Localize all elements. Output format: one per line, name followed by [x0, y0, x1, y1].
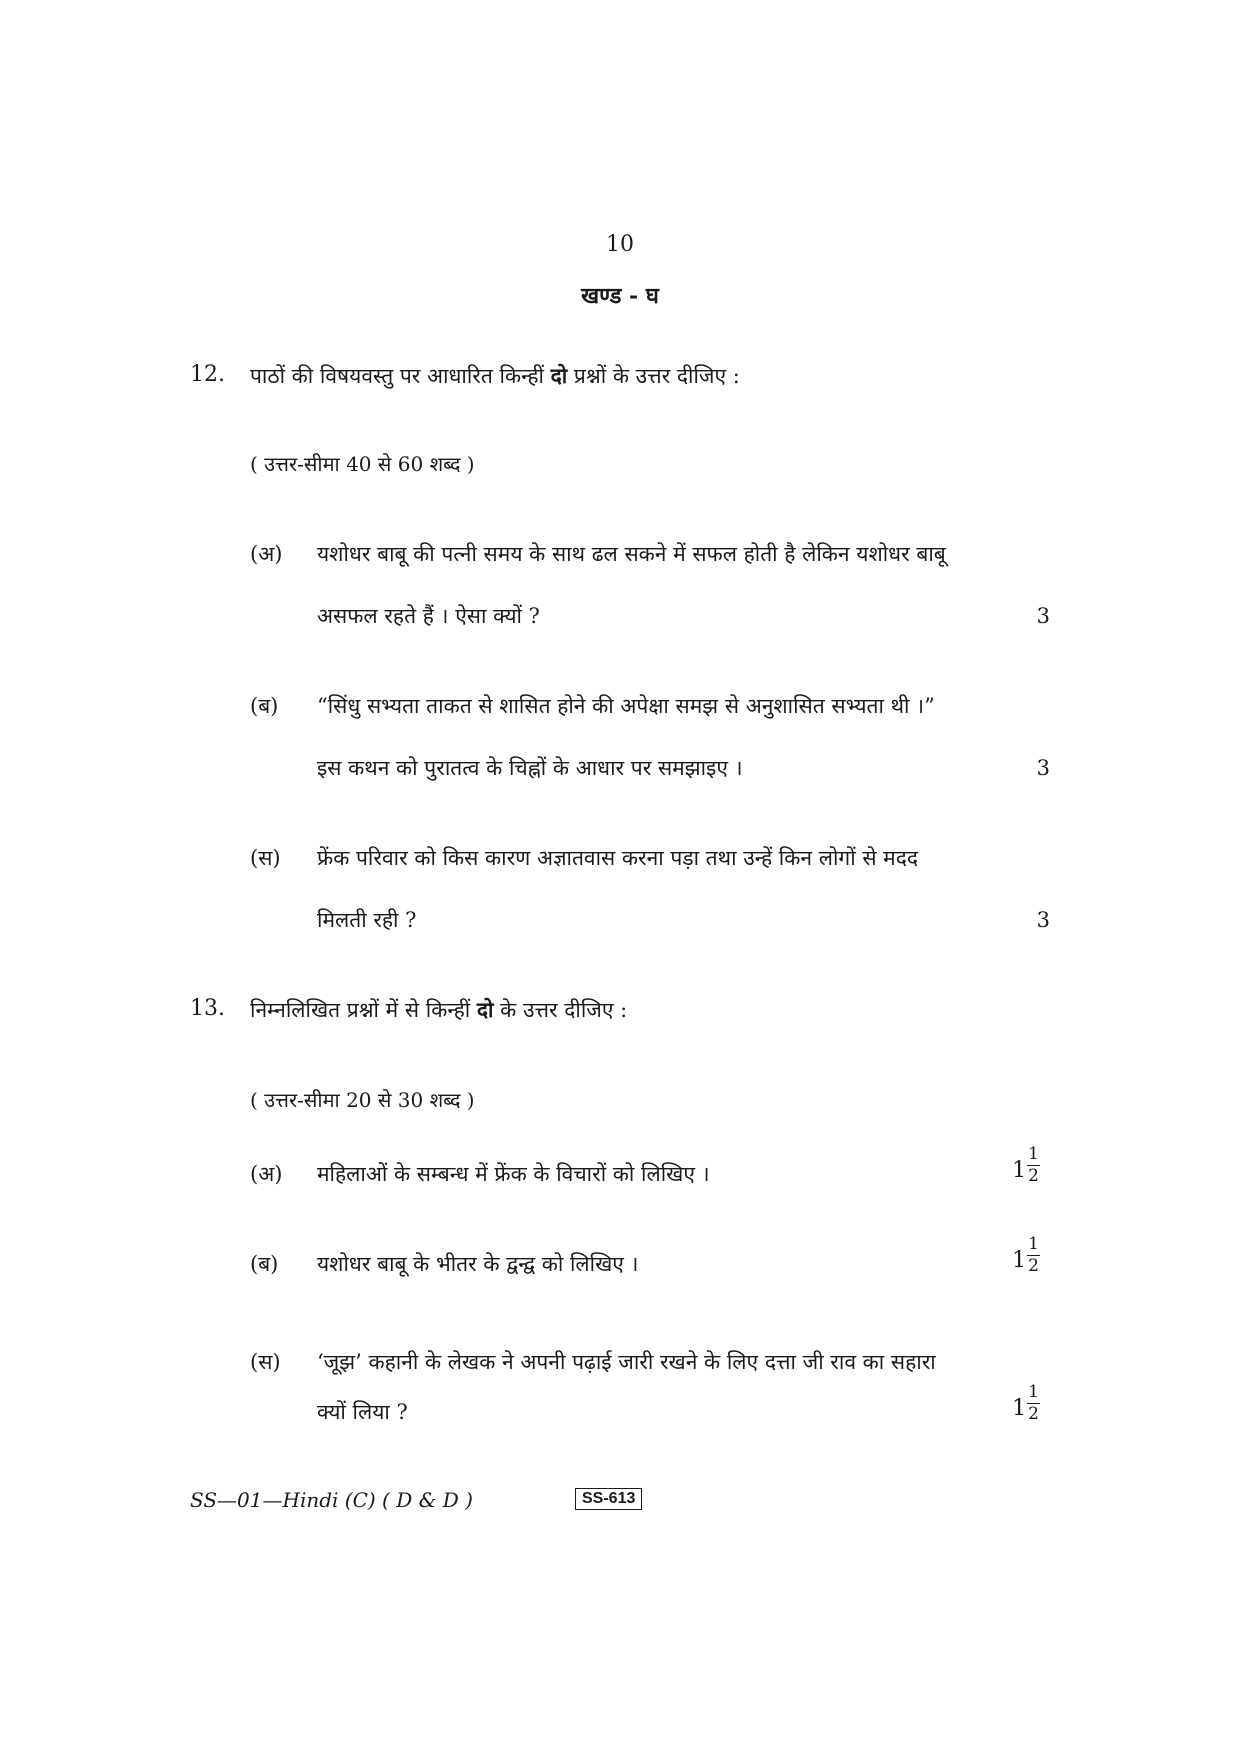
q12-item-b-line1: “सिंधु सभ्यता ताकत से शासित होने की अपेक्षा समझ से अनुशासित सभ्यता थी ।”: [317, 694, 935, 718]
question-12-text-after: प्रश्नों के उत्तर दीजिए :: [567, 364, 740, 388]
q13-item-b-marks-numerator: 1: [1028, 1234, 1039, 1254]
q13-item-b-line1: यशोधर बाबू के भीतर के द्वन्द्व को लिखिए ।: [317, 1252, 639, 1276]
q13-item-b-marks-denominator: 2: [1028, 1256, 1039, 1276]
question-13-text-before: निम्नलिखित प्रश्नों में से किन्हीं: [250, 998, 477, 1022]
q12-item-b-marks: 3: [1036, 756, 1050, 780]
q13-item-c-marks: [960, 1384, 1040, 1423]
question-12-text-before: पाठों की विषयवस्तु पर आधारित किन्हीं: [250, 364, 551, 388]
footer-paper-code: SS-613: [575, 1488, 642, 1510]
q13-item-b-label: (ब): [250, 1252, 279, 1276]
q13-item-c-marks-whole: 1: [1012, 1395, 1027, 1421]
q13-item-a-marks-whole: 1: [1012, 1157, 1027, 1183]
question-12-word-limit: ( उत्तर-सीमा 40 से 60 शब्द ): [250, 452, 475, 476]
fraction: [1027, 1384, 1040, 1423]
q12-item-c-label: (स): [250, 846, 281, 870]
question-13-word-limit: ( उत्तर-सीमा 20 से 30 शब्द ): [250, 1088, 475, 1112]
q13-item-b-marks-whole: 1: [1012, 1247, 1027, 1273]
q12-item-a-marks: 3: [1036, 604, 1050, 628]
fraction: [1027, 1236, 1040, 1275]
q13-item-b-marks: [960, 1236, 1040, 1275]
question-12-number: 12.: [190, 362, 225, 387]
q13-item-a-line1: महिलाओं के सम्बन्ध में फ्रेंक के विचारों को लिखिए ।: [317, 1162, 710, 1186]
fraction: [1027, 1146, 1040, 1185]
q13-item-c-line2: क्यों लिया ?: [317, 1400, 408, 1424]
q12-item-b-line2: इस कथन को पुरातत्व के चिह्नों के आधार पर समझाइए ।: [317, 756, 743, 780]
page-number: 10: [606, 232, 634, 257]
question-13-text: [250, 996, 627, 1024]
q13-item-a-marks-denominator: 2: [1028, 1166, 1039, 1186]
q12-item-c-line1: फ्रेंक परिवार को किस कारण अज्ञातवास करना पड़ा तथा उन्हें किन लोगों से मदद: [317, 846, 919, 870]
footer-subject-code: SS—01—Hindi (C) ( D & D ): [190, 1488, 473, 1512]
question-13-number: 13.: [190, 996, 225, 1021]
q12-item-c-marks: 3: [1036, 908, 1050, 932]
question-12-text-bold: दो: [550, 363, 568, 388]
question-13-text-bold: दो: [476, 997, 494, 1022]
q13-item-a-marks: [960, 1146, 1040, 1185]
q13-item-c-line1: ‘जूझ’ कहानी के लेखक ने अपनी पढ़ाई जारी रखने के लिए दत्ता जी राव का सहारा: [317, 1350, 936, 1374]
q12-item-c-line2: मिलती रही ?: [317, 908, 417, 932]
q13-item-a-label: (अ): [250, 1162, 283, 1186]
q13-item-a-marks-numerator: 1: [1028, 1144, 1039, 1164]
question-13-text-after: के उत्तर दीजिए :: [493, 998, 628, 1022]
q13-item-c-marks-denominator: 2: [1028, 1404, 1039, 1424]
q12-item-b-label: (ब): [250, 694, 279, 718]
q12-item-a-label: (अ): [250, 542, 283, 566]
section-title: खण्ड - घ: [581, 283, 659, 309]
q12-item-a-line2: असफल रहते हैं । ऐसा क्यों ?: [317, 604, 540, 628]
q13-item-c-label: (स): [250, 1350, 281, 1374]
q13-item-c-marks-numerator: 1: [1028, 1382, 1039, 1402]
question-12-text: [250, 362, 740, 390]
q12-item-a-line1: यशोधर बाबू की पत्नी समय के साथ ढल सकने में सफल होती है लेकिन यशोधर बाबू: [317, 542, 946, 566]
